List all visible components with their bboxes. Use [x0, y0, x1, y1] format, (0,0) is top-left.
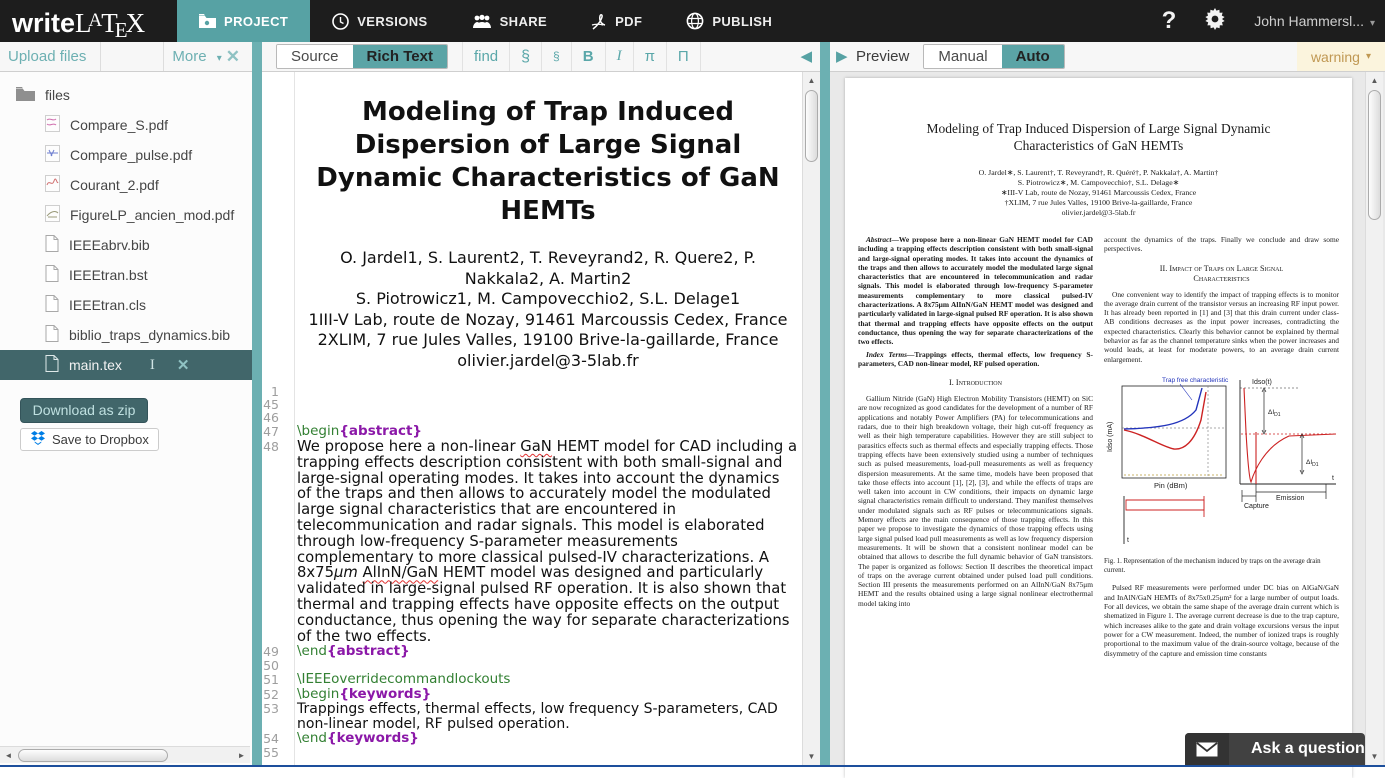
ask-question-button[interactable] [1185, 733, 1365, 765]
italic-button[interactable]: I [605, 42, 633, 71]
pdf-page [845, 78, 1352, 778]
tab-publish[interactable] [664, 0, 794, 42]
folder-label: files [45, 87, 70, 103]
line-number: 53 [263, 701, 279, 717]
latex-command: \begin [297, 423, 340, 439]
delete-file-icon[interactable]: ✕ [176, 357, 190, 374]
pdf-thumbnail-icon [45, 205, 60, 225]
scroll-left-icon[interactable]: ◄ [4, 751, 13, 760]
tab-pdf[interactable] [569, 0, 664, 42]
help-button[interactable]: ? [1161, 7, 1177, 34]
scrollbar-thumb[interactable] [805, 90, 818, 162]
subsection-button[interactable]: § [541, 42, 571, 71]
tab-project[interactable] [177, 0, 310, 42]
divider [163, 42, 164, 71]
line-number: 49 [263, 644, 279, 660]
display-math-button[interactable]: Π [666, 42, 701, 71]
folder-row-files[interactable] [0, 80, 252, 110]
folder-icon [16, 87, 35, 104]
abstract-paragraph: We propose here a non-linear GaN HEMT model for CAD including a trapping effects description consistent with both small-signal and large-signal operating modes. It takes into account the dynamics of the traps and then allows to accurately model the modulated large signal characteristics that are encountered in telecommunication and radar signals. This model is elaborated through low-frequency S-parameter measurements complementary to more classical pulsed-IV characterizations. A 8x75μm AlInN/GaN HEMT model was designed and particularly validated in large-signal pulsed RF operation. It is also shown that thermal and trapping effects have opposite effects on the output conductance, thus opening the way for separate characterizations of the two effects. [297, 438, 798, 645]
pdf-thumbnail-icon [45, 115, 60, 135]
pdf-thumbnail-icon [45, 145, 60, 165]
file-row[interactable] [0, 110, 252, 140]
warning-label: warning [1310, 48, 1360, 65]
chevron-down-icon: ▾ [1369, 18, 1375, 29]
line-number: 1 [271, 384, 279, 399]
document-icon [45, 295, 59, 315]
code-line-override [288, 672, 802, 687]
document-header [304, 96, 792, 371]
line-number: 50 [263, 658, 279, 674]
scroll-up-icon[interactable]: ▲ [807, 76, 816, 85]
document-icon [45, 355, 59, 375]
chevron-down-icon: ▾ [216, 53, 222, 64]
line-number: 46 [263, 410, 279, 425]
sidebar-toolbar [0, 42, 252, 72]
source-mode-button[interactable]: Source [277, 45, 353, 68]
preview-scrollbar[interactable] [1365, 72, 1383, 765]
expand-preview-icon[interactable]: ▶ [836, 48, 848, 65]
pdf-column-left [858, 235, 1093, 757]
spellcheck-word: GaN [520, 438, 552, 455]
collapse-editor-icon[interactable]: ◀ [800, 48, 812, 65]
line-number: 55 [263, 745, 279, 761]
file-row[interactable] [0, 320, 252, 350]
scrollbar-thumb[interactable] [1368, 90, 1381, 220]
email-line: olivier.jardel@3-5lab.fr [457, 350, 639, 370]
editor-pane [262, 42, 820, 765]
inline-math-button[interactable]: π [633, 42, 666, 71]
more-label: More [172, 48, 207, 65]
chevron-down-icon: ▾ [1365, 51, 1371, 62]
pane-resizer[interactable] [252, 42, 262, 765]
scrollbar-thumb[interactable] [18, 749, 168, 762]
document-icon [45, 235, 59, 255]
envelope-icon [1185, 733, 1229, 765]
line-number: 48 [263, 439, 279, 454]
bold-button[interactable]: B [571, 42, 605, 71]
clock-icon [332, 13, 349, 30]
preview-pane [830, 42, 1385, 765]
affiliation-line: 1III-V Lab, route de Nozay, 91461 Marcoussis Cedex, France [308, 309, 788, 329]
scroll-down-icon[interactable]: ▼ [807, 752, 816, 761]
horizontal-scrollbar[interactable] [0, 746, 250, 763]
affiliation-line: 2XLIM, 7 rue Jules Valles, 19100 Brive-la-gaillarde, France [317, 330, 779, 349]
logo-write: write [12, 8, 76, 38]
code-line-begin-abstract [288, 424, 802, 439]
spellcheck-word: AlInN/GaN [362, 564, 439, 582]
file-label: Compare_pulse.pdf [70, 147, 193, 163]
preview-toolbar [830, 42, 1385, 72]
code-line-end-abstract [288, 644, 802, 659]
line-number: 52 [263, 687, 279, 703]
line-number: 54 [263, 731, 279, 747]
gutter-divider [294, 72, 295, 765]
richtext-mode-button[interactable]: Rich Text [353, 45, 447, 68]
format-buttons [462, 42, 701, 71]
file-sidebar [0, 42, 252, 765]
pdf-thumbnail-icon [45, 175, 60, 195]
file-label: IEEEtran.cls [69, 297, 147, 313]
mode-toggle [276, 44, 448, 69]
pdf-paragraph: Pulsed RF measurements were performed under DC bias on AlGaN/GaN and InAlN/GaN HEMTs of 8x75x0.25μm² for a large number of output loads. For all devices, we obtain the same shape of the average drain current which is shematized in Figure 1. The average current decrease is due to the trap capture, which increases alike to the gate and drain voltage excursions versus the input power for a CW measurement. Indeed, the number of ionized traps is roughly proportional to the maximum value of the drain-source voltage, because of the disymmetry of the capture and emission time constants [1104, 583, 1339, 658]
upload-files-button[interactable]: Upload files [8, 48, 87, 65]
pdf-column-right [1104, 235, 1339, 757]
file-label: Courant_2.pdf [70, 177, 159, 193]
code-line-begin-keywords [288, 687, 802, 702]
tab-project-label: PROJECT [224, 13, 289, 29]
latex-command: \end [297, 643, 327, 660]
file-label: main.tex [69, 357, 122, 373]
line-number: 45 [263, 397, 279, 412]
pdf-figure-caption: Fig. 1. Representation of the mechanism induced by traps on the average drain current. [1104, 558, 1321, 574]
svg-text:Idso (mA): Idso (mA) [1107, 421, 1114, 452]
latex-argument: {keywords} [339, 686, 432, 703]
latex-command: \end [297, 730, 327, 747]
svg-text:t: t [1127, 536, 1129, 544]
latex-command: \IEEEoverridecommandlockouts [297, 671, 511, 688]
latex-argument: {abstract} [326, 643, 410, 660]
document-title: Modeling of Trap Induced Dispersion of Large Signal Dynamic Characteristics of GaN HEMTs [316, 97, 780, 226]
warning-dropdown[interactable] [1297, 42, 1385, 71]
tab-publish-label: PUBLISH [712, 13, 773, 29]
file-label: biblio_traps_dynamics.bib [69, 327, 231, 343]
svg-text:t: t [1332, 474, 1334, 482]
latex-argument: {abstract} [339, 423, 423, 439]
code-line [288, 398, 802, 411]
keywords-paragraph: Trappings effects, thermal effects, low frequency S-parameters, CAD non-linear model, RF pulsed operation. [297, 701, 778, 732]
scroll-right-icon[interactable]: ► [237, 751, 246, 760]
document-icon [45, 325, 59, 345]
preview-label: Preview [856, 48, 910, 65]
gear-icon[interactable] [1204, 8, 1226, 35]
pdf-title: Modeling of Trap Induced Dispersion of Large Signal Dynamic Characteristics of GaN HEMTs [926, 121, 1271, 153]
pdf-abstract: Abstract—We propose here a non-linear GaN HEMT model for CAD including a trapping effects description consistent with both small-signal and large-signal operating modes. It takes into account the dynamics of the traps and then allows to accurately model the modulated large signal characteristics that are encountered in telecommunication and radar signals. This model is elaborated through low-frequency S-parameter measurements complementary to more classical pulsed-IV characterizations. A 8x75μm AlInN/GaN HEMT model was designed and particularly validated in large-signal pulsed RF operation. It is also shown that thermal and trapping effects have opposite effects on the output conductance, thus opening the way for separate characterizations of the two effects. [858, 235, 1093, 347]
auto-compile-button[interactable]: Auto [1002, 45, 1064, 68]
pdf-index-terms: Index Terms—Trappings effects, thermal effects, low frequency S-parameters, CAD non-linear model, RF pulsed operation. [858, 349, 1093, 368]
latex-argument: {keywords} [326, 730, 419, 747]
svg-text:Emission: Emission [1276, 494, 1305, 502]
document-authors [304, 248, 792, 371]
file-row[interactable] [0, 230, 252, 260]
scroll-up-icon[interactable]: ▲ [1370, 76, 1379, 85]
file-label: IEEEabrv.bib [69, 237, 150, 253]
file-row[interactable] [0, 200, 252, 230]
download-zip-button[interactable]: Download as zip [20, 398, 148, 423]
tab-pdf-label: PDF [615, 13, 643, 29]
more-menu-button[interactable] [172, 48, 221, 65]
editor-toolbar [262, 42, 820, 72]
close-sidebar-icon[interactable]: ✕ [225, 46, 240, 66]
tab-versions[interactable] [310, 0, 449, 42]
rename-icon[interactable]: I [149, 356, 155, 373]
top-bar [0, 0, 1385, 42]
pdf-authors: O. Jardel∗, S. Laurent†, T. Reveyrand†, R. Quéré†, P. Nakkala†, A. Martin† S. Piotrowicz∗, M. Campovecchio†, S.L. Delage∗ ∗III-V Lab, route de Nozay, 91461 Marcoussis Cedex, France †XLIM, 7 rue Jules Valles, 19100 Brive-la-gaillarde, France olivier.jardel@3-5lab.fr [978, 168, 1219, 217]
save-dropbox-button[interactable] [20, 428, 159, 451]
code-line-end-keywords [288, 731, 802, 746]
svg-text:ΔID1: $\Delta I_{D1}$ [1306, 458, 1319, 468]
tab-share-label: SHARE [499, 13, 548, 29]
compile-mode-toggle [923, 44, 1064, 69]
richtext-document[interactable] [262, 72, 802, 765]
pdf-icon [591, 13, 607, 30]
line-number: 47 [263, 424, 279, 439]
find-button[interactable]: find [462, 42, 509, 71]
dropbox-icon [30, 431, 46, 448]
code-line [288, 385, 802, 398]
file-row[interactable] [0, 170, 252, 200]
file-row[interactable] [0, 140, 252, 170]
logo-latex: $L^ATEX$ [75, 8, 145, 42]
pdf-paragraph: One convenient way to identify the impact of trapping effects is to monitor the average drain current of the transistor versus an increasing RF input power. It has already been reported in [1] and [3] that this drain current under class-AB conditions decreases as the input power increases, contradicting the expected characteristics. Clearly this behavior cannot be explained by thermal behavior as far as the channel temperature sinks when the power increases and would leads, at least for moderate powers, to an average drain current enlargement. [1104, 289, 1339, 364]
file-tree [0, 80, 252, 380]
manual-compile-button[interactable]: Manual [924, 45, 1001, 68]
file-label: FigureLP_ancien_mod.pdf [70, 207, 235, 223]
document-icon [45, 265, 59, 285]
authors-line: S. Piotrowicz1, M. Campovecchio2, S.L. Delage1 [355, 289, 741, 308]
divider [100, 42, 101, 71]
folder-icon [199, 14, 216, 28]
file-label: Compare_S.pdf [70, 117, 169, 133]
user-name: John Hammersl... [1254, 13, 1364, 29]
writelatex-logo[interactable] [12, 0, 144, 42]
tab-versions-label: VERSIONS [357, 13, 428, 29]
svg-text:Capture: Capture [1244, 502, 1269, 510]
file-label: IEEEtran.bst [69, 267, 148, 283]
people-icon [472, 14, 492, 29]
section-button[interactable]: § [509, 42, 541, 71]
pdf-section-heading: I. Introduction [949, 378, 1002, 388]
authors-line: O. Jardel1, S. Laurent2, T. Reveyrand2, R. Quere2, P. Nakkala2, A. Martin2 [340, 248, 756, 288]
user-menu[interactable] [1254, 13, 1375, 29]
editor-scrollbar[interactable] [802, 72, 820, 765]
file-row[interactable] [0, 260, 252, 290]
scroll-down-icon[interactable]: ▼ [1370, 752, 1379, 761]
svg-text:ΔID1: $\Delta I_{D1}$ [1268, 408, 1281, 418]
tab-share[interactable] [450, 0, 570, 42]
globe-icon [686, 12, 704, 30]
pdf-paragraph: account the dynamics of the traps. Finally we conclude and draw some perspectives. [1104, 235, 1339, 254]
main-nav [177, 0, 794, 42]
pdf-section-heading: II. Impact of Traps on Large Signal Characteristics [1159, 263, 1284, 283]
pdf-figure-1 [1104, 372, 1339, 554]
ask-question-label: Ask a question [1251, 740, 1365, 757]
dropbox-label: Save to Dropbox [52, 432, 149, 447]
latex-command: \begin [297, 686, 340, 703]
line-number: 51 [263, 672, 279, 688]
file-row-selected[interactable] [0, 350, 252, 380]
pdf-intro-paragraph: Gallium Nitride (GaN) High Electron Mobility Transistors (HEMT) on SiC are now recognized as good candidates for the development of a number of RF applications and notably Power Amplifiers (PA) for telecommunications and radars, due to their high breakdown voltage, their high cut-off frequency as well as their high temperature capabilities. However they are still subject to parasitics effects such as thermal effects and especially trapping effects. Those trapping effects have been extensively studied using a number of techniques such as pulsed measurements, load-pull measurements as well as frequency dispersion measurements. At the same time, models have been proposed that take those effects into account [1], [2], [3], and while the effects of traps are well taken into account in CW conditions, their impacts on dynamic large signal characteristics remain difficult to understand. They manifest themselves under modulated signals such as RF pulses or telecommunications signals. Memory effects are the main consequence of those trapping effects. In this paper we propose to investigate the dynamics of those trapping effects using large signal pulsed load pull measurements as well as low frequency dispersion measurements. It will be shown that a consistent nonlinear model can be obtained that allows to describe the full dynamic behavior of GaN transistors. The paper is organized as follows: Section II describes the theoretical impact of traps on the average current obtained under pulsed load pull conditions. Section III presents the measurements performed on an AlInN/GaN 8x75μm HEMT and the results obtained using a large signal nonlinear electrothermal model taking into [858, 394, 1093, 608]
svg-text:Trap free characteristic: Trap free characteristic [1162, 376, 1229, 384]
pane-resizer[interactable] [820, 42, 830, 765]
svg-text:Idso(t): Idso(t) [1252, 378, 1272, 386]
file-row[interactable] [0, 290, 252, 320]
svg-text:Pin (dBm): Pin (dBm) [1154, 480, 1188, 490]
